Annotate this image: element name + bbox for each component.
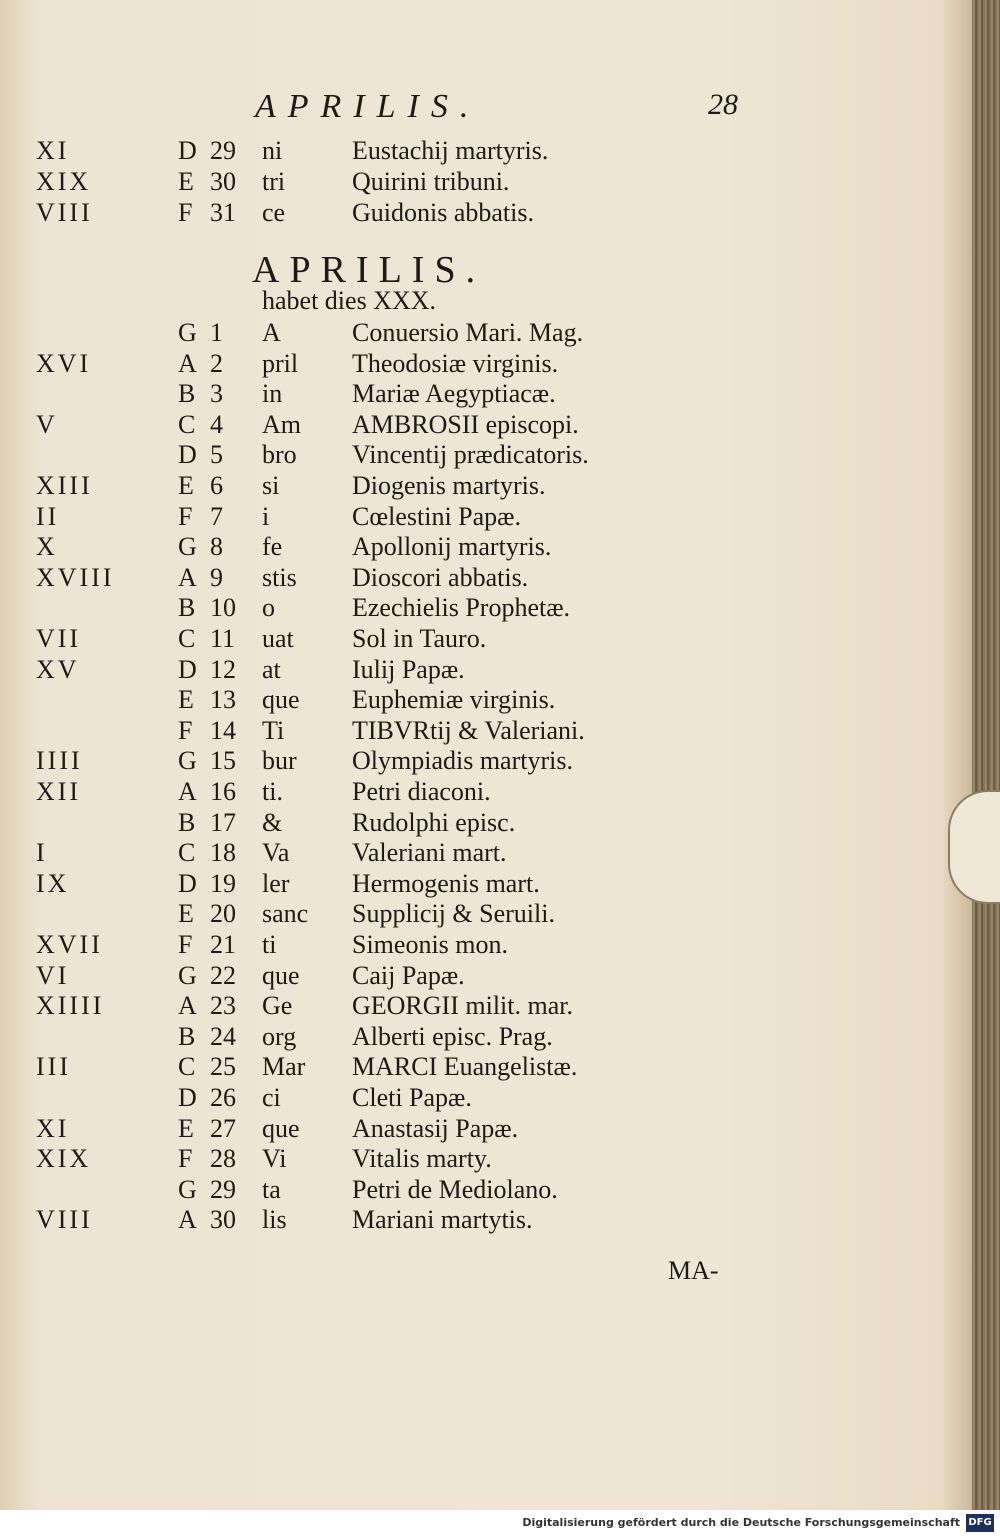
dominical-letter: G [178, 318, 197, 347]
dominical-letter: D [178, 1083, 197, 1112]
dominical-letter: G [178, 1175, 197, 1204]
cisiojanus-syllable: ti. [262, 777, 283, 806]
catchword: MA- [668, 1256, 719, 1285]
golden-number: XVI [36, 349, 92, 378]
cisiojanus-syllable: A [262, 318, 281, 347]
day-number: 31 [210, 198, 236, 227]
calendar-row [0, 379, 972, 409]
saint-name: Cleti Papæ. [352, 1083, 472, 1112]
saint-name: Hermogenis mart. [352, 869, 540, 898]
cisiojanus-syllable: at [262, 655, 281, 684]
saint-name: Vitalis marty. [352, 1144, 492, 1173]
dominical-letter: A [178, 1205, 197, 1234]
saint-name: Olympiadis martyris. [352, 746, 573, 775]
cisiojanus-syllable: Mar [262, 1052, 306, 1081]
saint-name: Guidonis abbatis. [352, 198, 534, 227]
page-number: 28 [708, 88, 738, 121]
calendar-row [0, 502, 972, 532]
saint-name: Vincentij prædicatoris. [352, 440, 589, 469]
day-number: 2 [210, 349, 223, 378]
saint-name: Anastasij Papæ. [352, 1114, 519, 1143]
saint-name: Eustachij martyris. [352, 136, 549, 165]
calendar-row [0, 899, 972, 929]
saint-name: Cœlestini Papæ. [352, 502, 522, 531]
calendar-row [0, 961, 972, 991]
calendar-row [0, 136, 972, 166]
saint-name: Euphemiæ virginis. [352, 685, 556, 714]
cisiojanus-syllable: Ti [262, 716, 285, 745]
day-number: 16 [210, 777, 236, 806]
dominical-letter: B [178, 808, 196, 837]
day-number: 8 [210, 532, 223, 561]
cisiojanus-syllable: ci [262, 1083, 281, 1112]
golden-number: II [36, 502, 60, 531]
dominical-letter: C [178, 410, 196, 439]
day-number: 17 [210, 808, 236, 837]
calendar-row [0, 167, 972, 197]
cisiojanus-syllable: tri [262, 167, 286, 196]
cisiojanus-syllable: ler [262, 869, 290, 898]
saint-name: Petri diaconi. [352, 777, 491, 806]
dominical-letter: C [178, 838, 196, 867]
saint-name: Diogenis martyris. [352, 471, 546, 500]
day-number: 29 [210, 136, 236, 165]
cisiojanus-syllable: ce [262, 198, 286, 227]
day-number: 3 [210, 379, 223, 408]
golden-number: XV [36, 655, 80, 684]
day-number: 12 [210, 655, 236, 684]
cisiojanus-syllable: in [262, 379, 283, 408]
dominical-letter: F [178, 930, 193, 959]
cisiojanus-syllable: & [262, 808, 283, 837]
saint-name: Dioscori abbatis. [352, 563, 529, 592]
day-number: 6 [210, 471, 223, 500]
day-number: 10 [210, 593, 236, 622]
calendar-row [0, 563, 972, 593]
cisiojanus-syllable: Am [262, 410, 301, 439]
calendar-row [0, 930, 972, 960]
footer-credit: Digitalisierung gefördert durch die Deutsche Forschungsgemeinschaft [522, 1516, 960, 1529]
calendar-row [0, 1175, 972, 1205]
day-number: 5 [210, 440, 223, 469]
saint-name: GEORGII milit. mar. [352, 991, 573, 1020]
calendar-row [0, 716, 972, 746]
dominical-letter: G [178, 746, 197, 775]
day-number: 30 [210, 167, 236, 196]
dfg-logo-icon: DFG [966, 1514, 994, 1532]
dominical-letter: A [178, 563, 197, 592]
dominical-letter: D [178, 655, 197, 684]
dominical-letter: F [178, 1144, 193, 1173]
cisiojanus-syllable: Va [262, 838, 290, 867]
dominical-letter: A [178, 777, 197, 806]
dominical-letter: A [178, 991, 197, 1020]
day-number: 24 [210, 1022, 236, 1051]
day-number: 18 [210, 838, 236, 867]
day-number: 21 [210, 930, 236, 959]
day-number: 14 [210, 716, 236, 745]
dominical-letter: G [178, 532, 197, 561]
month-subtitle: habet dies XXX. [262, 286, 437, 315]
cisiojanus-syllable: Vi [262, 1144, 287, 1173]
dominical-letter: C [178, 1052, 196, 1081]
day-number: 28 [210, 1144, 236, 1173]
dominical-letter: F [178, 198, 193, 227]
cisiojanus-syllable: stis [262, 563, 297, 592]
golden-number: I [36, 838, 48, 867]
golden-number: XI [36, 1114, 70, 1143]
day-number: 23 [210, 991, 236, 1020]
cisiojanus-syllable: ni [262, 136, 283, 165]
day-number: 27 [210, 1114, 236, 1143]
day-number: 22 [210, 961, 236, 990]
cisiojanus-syllable: si [262, 471, 280, 500]
golden-number: XIII [36, 471, 93, 500]
calendar-row [0, 624, 972, 654]
saint-name: TIBVRtij & Valeriani. [352, 716, 585, 745]
dominical-letter: E [178, 685, 194, 714]
saint-name: Rudolphi episc. [352, 808, 516, 837]
cisiojanus-syllable: que [262, 685, 300, 714]
day-number: 30 [210, 1205, 236, 1234]
calendar-row [0, 410, 972, 440]
page-edge [972, 0, 1000, 1510]
dominical-letter: G [178, 961, 197, 990]
saint-name: Quirini tribuni. [352, 167, 510, 196]
dominical-letter: F [178, 502, 193, 531]
calendar-row [0, 532, 972, 562]
saint-name: Mariæ Aegyptiacæ. [352, 379, 556, 408]
golden-number: VIII [36, 1205, 93, 1234]
dominical-letter: E [178, 1114, 194, 1143]
day-number: 25 [210, 1052, 236, 1081]
calendar-row [0, 1022, 972, 1052]
cisiojanus-syllable: bro [262, 440, 297, 469]
day-number: 1 [210, 318, 223, 347]
dominical-letter: D [178, 136, 197, 165]
dominical-letter: B [178, 379, 196, 408]
calendar-row [0, 593, 972, 623]
month-title: APRILIS. [252, 249, 486, 291]
cisiojanus-syllable: o [262, 593, 275, 622]
calendar-row [0, 746, 972, 776]
calendar-row [0, 440, 972, 470]
calendar-row [0, 808, 972, 838]
calendar-row [0, 318, 972, 348]
dominical-letter: F [178, 716, 193, 745]
cisiojanus-syllable: bur [262, 746, 297, 775]
dominical-letter: E [178, 167, 194, 196]
calendar-row [0, 777, 972, 807]
golden-number: X [36, 532, 58, 561]
calendar-row [0, 198, 972, 228]
day-number: 15 [210, 746, 236, 775]
day-number: 7 [210, 502, 223, 531]
golden-number: XVIII [36, 563, 115, 592]
calendar-row [0, 471, 972, 501]
saint-name: MARCI Euangelistæ. [352, 1052, 578, 1081]
dominical-letter: B [178, 1022, 196, 1051]
calendar-row [0, 349, 972, 379]
cisiojanus-syllable: lis [262, 1205, 287, 1234]
golden-number: V [36, 410, 58, 439]
footer-bar [0, 1510, 1000, 1539]
golden-number: XIX [36, 1144, 92, 1173]
calendar-row [0, 1052, 972, 1082]
dominical-letter: B [178, 593, 196, 622]
dominical-letter: A [178, 349, 197, 378]
golden-number: VII [36, 624, 82, 653]
cisiojanus-syllable: Ge [262, 991, 293, 1020]
dominical-letter: E [178, 471, 194, 500]
dominical-letter: D [178, 869, 197, 898]
saint-name: AMBROSII episcopi. [352, 410, 579, 439]
cisiojanus-syllable: uat [262, 624, 294, 653]
saint-name: Sol in Tauro. [352, 624, 487, 653]
saint-name: Valeriani mart. [352, 838, 507, 867]
saint-name: Petri de Mediolano. [352, 1175, 558, 1204]
calendar-row [0, 1114, 972, 1144]
calendar-row [0, 655, 972, 685]
golden-number: XVII [36, 930, 103, 959]
cisiojanus-syllable: ti [262, 930, 277, 959]
calendar-row [0, 1144, 972, 1174]
saint-name: Alberti episc. Prag. [352, 1022, 553, 1051]
cisiojanus-syllable: org [262, 1022, 297, 1051]
saint-name: Iulij Papæ. [352, 655, 465, 684]
saint-name: Apollonij martyris. [352, 532, 552, 561]
dominical-letter: D [178, 440, 197, 469]
saint-name: Conuersio Mari. Mag. [352, 318, 584, 347]
saint-name: Simeonis mon. [352, 930, 509, 959]
saint-name: Mariani martytis. [352, 1205, 533, 1234]
running-title: APRILIS. [255, 88, 481, 125]
saint-name: Supplicij & Seruili. [352, 899, 555, 928]
day-number: 13 [210, 685, 236, 714]
golden-number: XIIII [36, 991, 105, 1020]
day-number: 26 [210, 1083, 236, 1112]
golden-number: XIX [36, 167, 92, 196]
day-number: 4 [210, 410, 223, 439]
cisiojanus-syllable: pril [262, 349, 299, 378]
golden-number: VI [36, 961, 70, 990]
day-number: 11 [210, 624, 236, 653]
calendar-row [0, 685, 972, 715]
day-number: 9 [210, 563, 223, 592]
calendar-row [0, 991, 972, 1021]
day-number: 19 [210, 869, 236, 898]
calendar-row [0, 1205, 972, 1235]
calendar-row [0, 869, 972, 899]
cisiojanus-syllable: i [262, 502, 270, 531]
dominical-letter: E [178, 899, 194, 928]
saint-name: Caij Papæ. [352, 961, 465, 990]
calendar-row [0, 1083, 972, 1113]
golden-number: XII [36, 777, 82, 806]
golden-number: IIII [36, 746, 83, 775]
calendar-row [0, 838, 972, 868]
day-number: 29 [210, 1175, 236, 1204]
cisiojanus-syllable: que [262, 961, 300, 990]
cisiojanus-syllable: fe [262, 532, 283, 561]
day-number: 20 [210, 899, 236, 928]
golden-number: VIII [36, 198, 93, 227]
cisiojanus-syllable: que [262, 1114, 300, 1143]
golden-number: XI [36, 136, 70, 165]
saint-name: Theodosiæ virginis. [352, 349, 559, 378]
cisiojanus-syllable: sanc [262, 899, 309, 928]
golden-number: III [36, 1052, 71, 1081]
saint-name: Ezechielis Prophetæ. [352, 593, 571, 622]
dominical-letter: C [178, 624, 196, 653]
cisiojanus-syllable: ta [262, 1175, 281, 1204]
golden-number: IX [36, 869, 70, 898]
